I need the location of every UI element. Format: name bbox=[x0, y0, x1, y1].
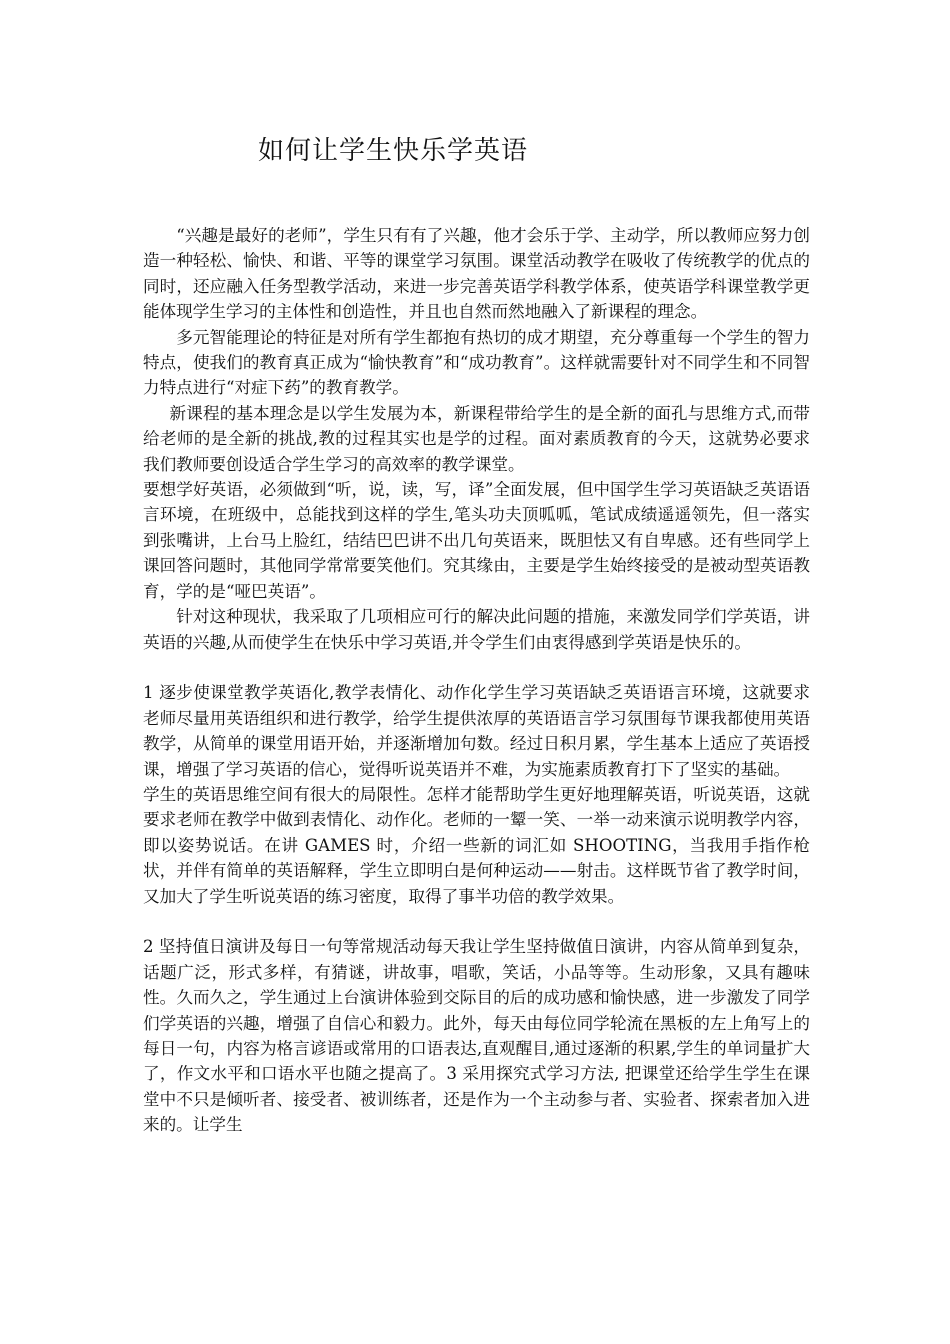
paragraph-gap bbox=[143, 655, 810, 680]
paragraph-7: 学生的英语思维空间有很大的局限性。怎样才能帮助学生更好地理解英语，听说英语，这就要求老师在教学中做到表情化、动作化。老师的一颦一笑、一举一动来演示说明教学内容，即以姿势说话。在讲 GAMES 时，介绍一些新的词汇如 SHOOTING，当我用手指作枪状，并伴有简单的英语解释，学生立即明白是何种运动——射击。这样既节省了教学时间，又加大了学生听说英语的练习密度，取得了事半功倍的教学效果。 bbox=[143, 784, 810, 906]
paragraph-2: 多元智能理论的特征是对所有学生都抱有热切的成才期望，充分尊重每一个学生的智力特点，使我们的教育真正成为“愉快教育”和“成功教育”。这样就需要针对不同学生和不同智力特点进行“对症下药”的教育教学。 bbox=[143, 327, 810, 398]
paragraph-8: 2 坚持值日演讲及每日一句等常规活动每天我让学生坚持做值日演讲，内容从简单到复杂，话题广泛，形式多样，有猜谜，讲故事，唱歌，笑话，小品等等。生动形象，又具有趣味性。久而久之，学生通过上台演讲体验到交际目的后的成功感和愉快感，进一步激发了同学们学英语的兴趣，增强了自信心和毅力。此外，每天由每位同学轮流在黑板的左上角写上的每日一句，内容为格言谚语或常用的口语表达,直观醒目,通过逐渐的积累,学生的单词量扩大了，作文水平和口语水平也随之提高了。3 采用探究式学习方法, 把课堂还给学生学生在课堂中不只是倾听者、接受者、被训练者，还是作为一个主动参与者、实验者、探索者加入进来的。让学生 bbox=[143, 937, 810, 1135]
paragraph-5: 针对这种现状，我采取了几项相应可行的解决此问题的措施，来激发同学们学英语，讲英语的兴趣,从而使学生在快乐中学习英语,并令学生们由衷得感到学英语是快乐的。 bbox=[143, 607, 810, 652]
document-body bbox=[143, 223, 810, 1138]
paragraph-3: 新课程的基本理念是以学生发展为本，新课程带给学生的是全新的面孔与思维方式,而带给老师的是全新的挑战,教的过程其实也是学的过程。面对素质教育的今天，这就势必要求我们教师要创设适合学生学习的高效率的教学课堂。 bbox=[143, 403, 810, 474]
paragraph-4: 要想学好英语，必须做到“听，说，读，写，译”全面发展，但中国学生学习英语缺乏英语语言环境，在班级中，总能找到这样的学生,笔头功夫顶呱呱，笔试成绩遥遥领先，但一落实到张嘴讲，上台马上脸红，结结巴巴讲不出几句英语来，既胆怯又有自卑感。还有些同学上课回答问题时，其他同学常常要笑他们。究其缘由，主要是学生始终接受的是被动型英语教育，学的是“哑巴英语”。 bbox=[143, 480, 810, 601]
paragraph-1: “兴趣是最好的老师”，学生只有有了兴趣，他才会乐于学、主动学，所以教师应努力创造一种轻松、愉快、和谐、平等的课堂学习氛围。课堂活动教学在吸收了传统教学的优点的同时，还应融入任务型教学活动，来进一步完善英语学科教学体系，使英语学科课堂教学更能体现学生学习的主体性和创造性，并且也自然而然地融入了新课程的理念。 bbox=[143, 226, 810, 322]
paragraph-6: 1 逐步使课堂教学英语化,教学表情化、动作化学生学习英语缺乏英语语言环境，这就要求老师尽量用英语组织和进行教学，给学生提供浓厚的英语语言学习氛围每节课我都使用英语教学，从简单的课堂用语开始，并逐渐增加句数。经过日积月累，学生基本上适应了英语授课，增强了学习英语的信心，觉得听说英语并不难，为实施素质教育打下了坚实的基础。 bbox=[143, 683, 810, 779]
document-title: 如何让学生快乐学英语 bbox=[258, 136, 529, 166]
paragraph-gap bbox=[143, 909, 810, 934]
